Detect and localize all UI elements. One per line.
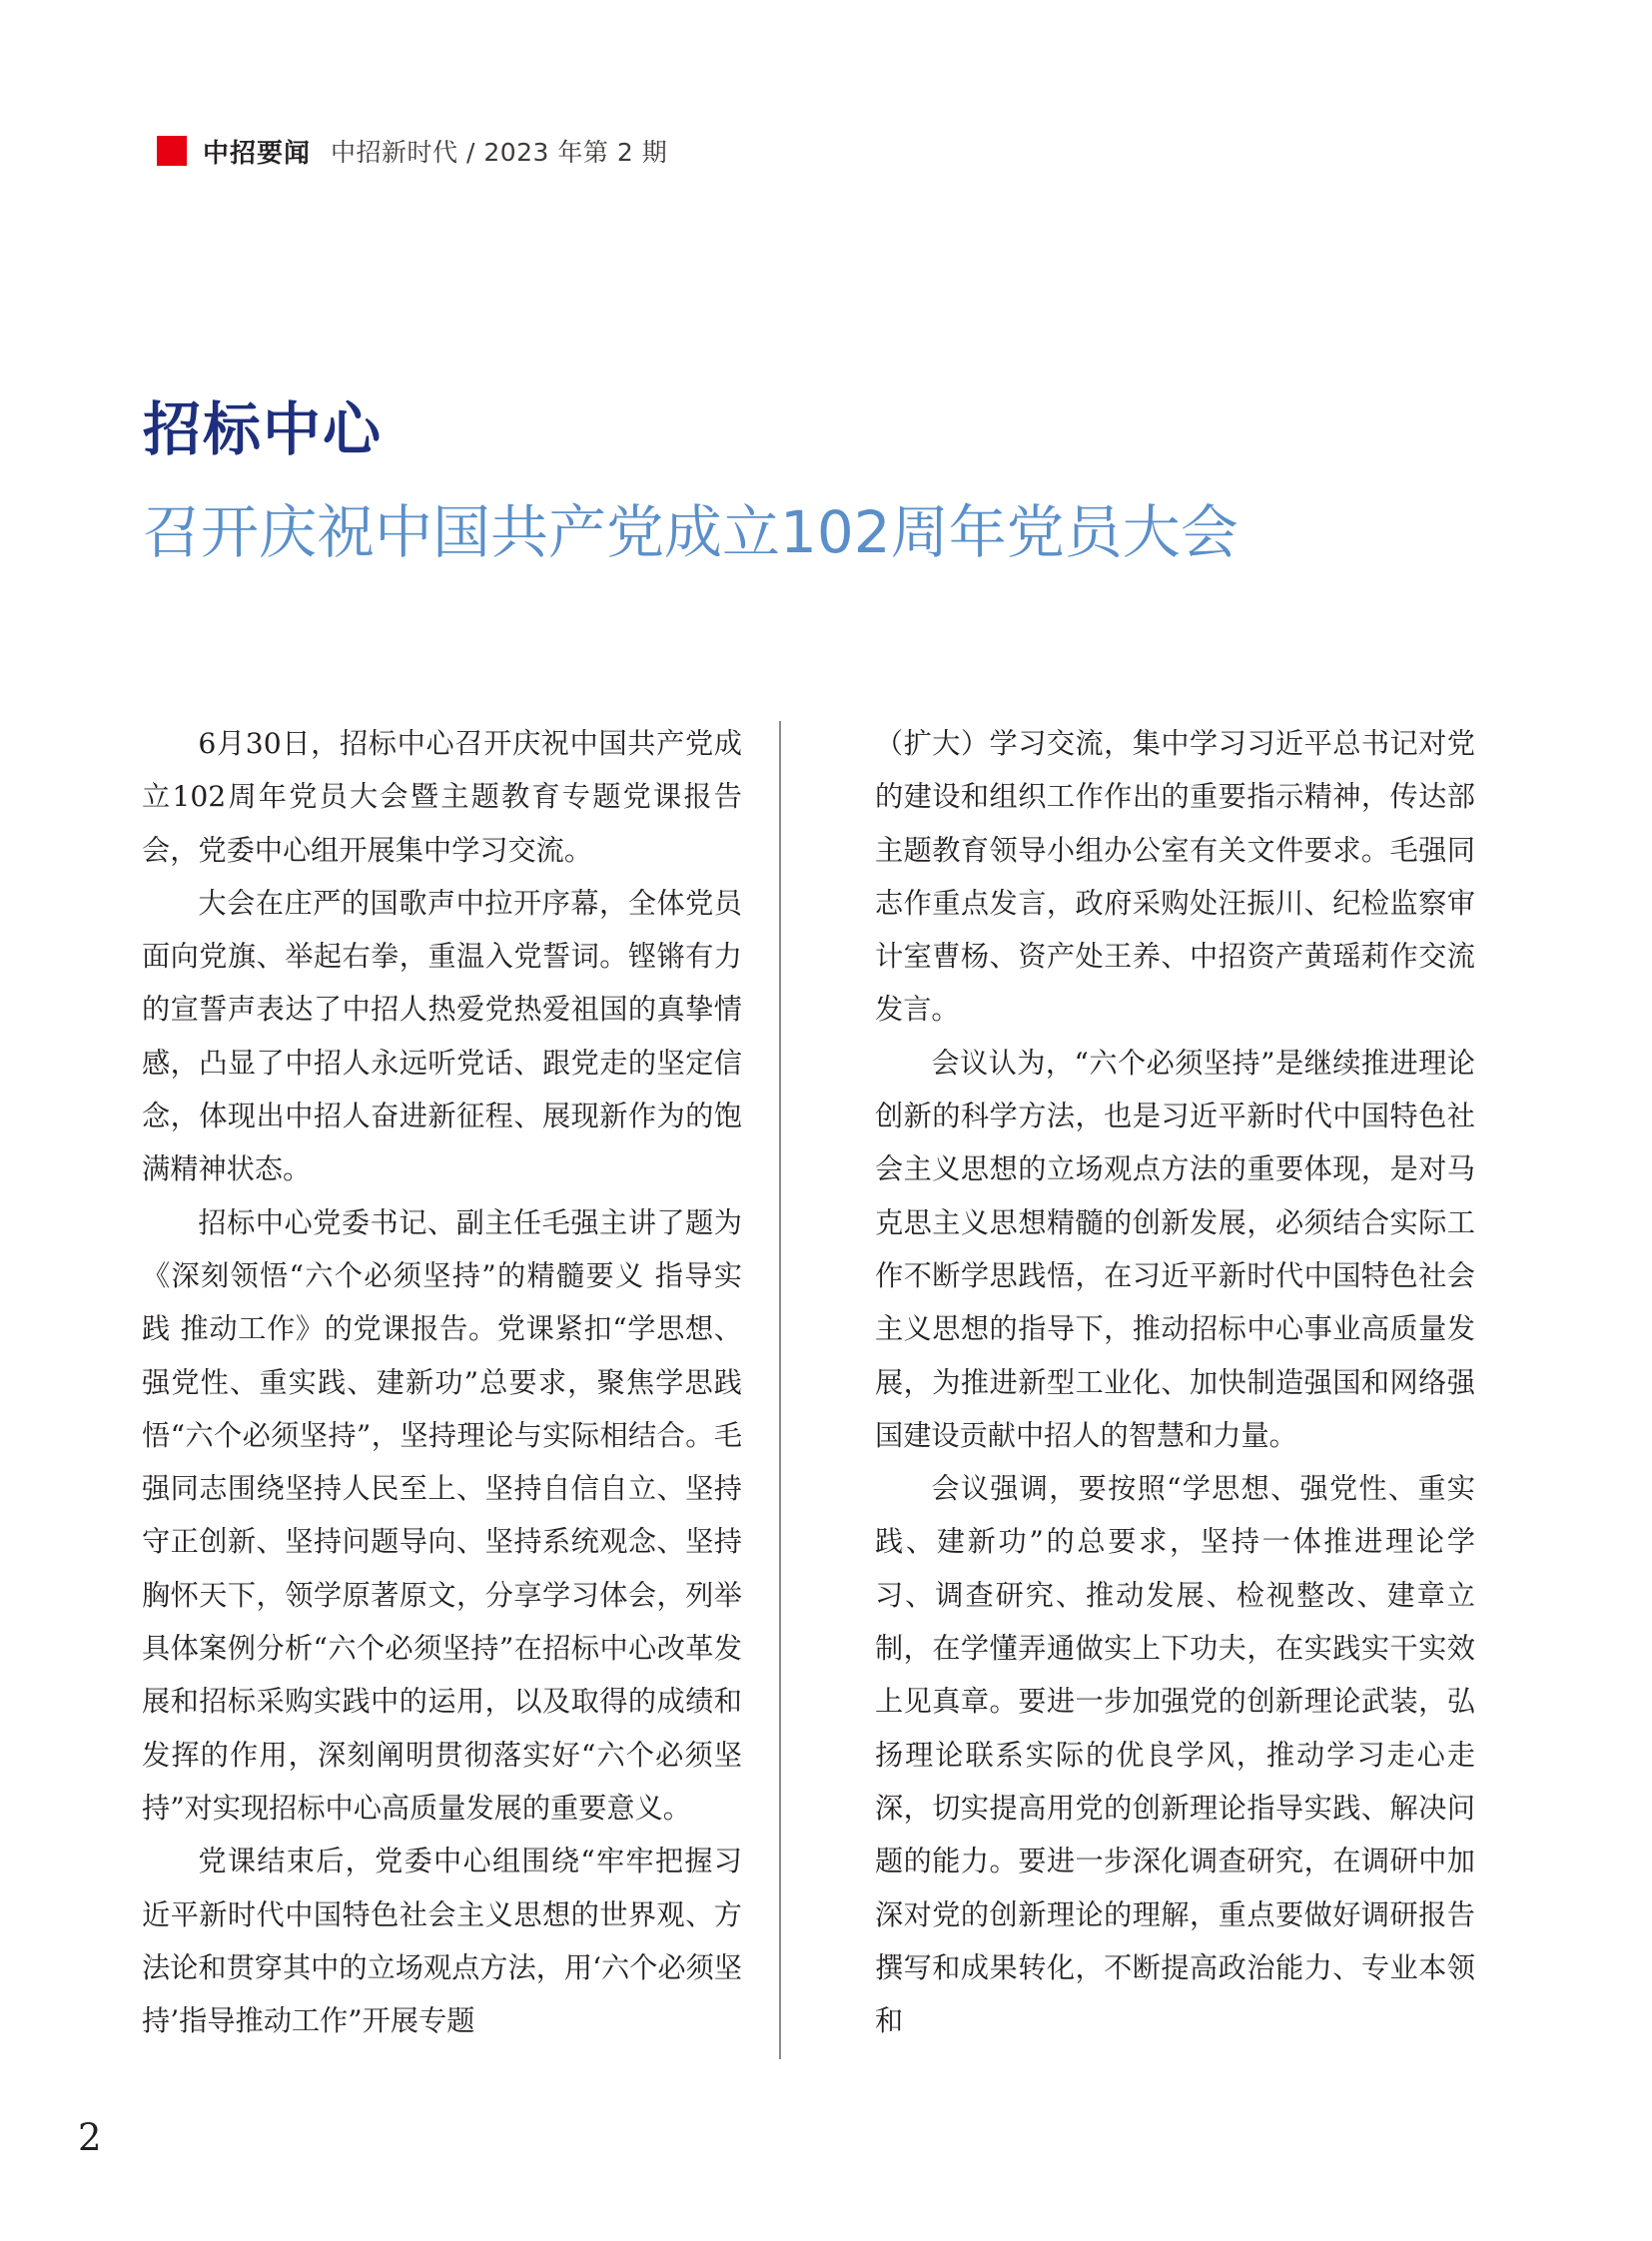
page-number: 2	[78, 2116, 102, 2159]
paragraph: 大会在庄严的国歌声中拉开序幕，全体党员面向党旗、举起右拳，重温入党誓词。铿锵有力的宣誓声表达了中招人热爱党热爱祖国的真挚情感，凸显了中招人永远听党话、跟党走的坚定信念，体现出中招人奋进新征程、展现新作为的饱满精神状态。	[142, 886, 742, 1186]
section-label: 中招要闻	[203, 138, 312, 169]
paragraph: 会议强调，要按照“学思想、强党性、重实践、建新功”的总要求，坚持一体推进理论学习、调查研究、推动发展、检视整改、建章立制，在学懂弄通做实上下功夫，在实践实干实效上见真章。要进一步加强党的创新理论武装，弘扬理论联系实际的优良学风，推动学习走心走深，切实提高用党的创新理论指导实践、解决问题的能力。要进一步深化调查研究，在调研中加深对党的创新理论的理解，重点要做好调研报告撰写和成果转化，不断提高政治能力、专业本领和	[875, 1472, 1475, 2038]
paragraph: 招标中心党委书记、副主任毛强主讲了题为《深刻领悟“六个必须坚持”的精髓要义 指导实践 推动工作》的党课报告。党课紧扣“学思想、强党性、重实践、建新功”总要求，聚焦学思践悟“六个必须坚持”，坚持理论与实际相结合。毛强同志围绕坚持人民至上、坚持自信自立、坚持守正创新、坚持问题导向、坚持系统观念、坚持胸怀天下，领学原著原文，分享学习体会，列举具体案例分析“六个必须坚持”在招标中心改革发展和招标采购实践中的运用，以及取得的成绩和发挥的作用，深刻阐明贯彻落实好“六个必须坚持”对实现招标中心高质量发展的重要意义。	[142, 1205, 742, 1825]
running-header	[157, 134, 667, 168]
article-title: 招标中心	[143, 395, 384, 463]
column-divider	[779, 721, 781, 2059]
issue-label: 中招新时代 / 2023 年第 2 期	[331, 138, 668, 167]
left-column	[142, 717, 742, 2047]
paragraph: 党课结束后，党委中心组围绕“牢牢把握习近平新时代中国特色社会主义思想的世界观、方法论和贯穿其中的立场观点方法，用‘六个必须坚持’指导推动工作”开展专题	[142, 1845, 742, 2038]
section-marker-icon	[157, 136, 187, 166]
paragraph-continuation: （扩大）学习交流，集中学习习近平总书记对党的建设和组织工作作出的重要指示精神，传达部主题教育领导小组办公室有关文件要求。毛强同志作重点发言，政府采购处汪振川、纪检监察审计室曹杨、资产处王养、中招资产黄瑶莉作交流发言。	[875, 727, 1475, 1027]
article-subtitle: 召开庆祝中国共产党成立102周年党员大会	[143, 498, 1239, 566]
paragraph: 会议认为，“六个必须坚持”是继续推进理论创新的科学方法，也是习近平新时代中国特色社会主义思想的立场观点方法的重要体现，是对马克思主义思想精髓的创新发展，必须结合实际工作不断学思践悟，在习近平新时代中国特色社会主义思想的指导下，推动招标中心事业高质量发展，为推进新型工业化、加快制造强国和网络强国建设贡献中招人的智慧和力量。	[875, 1046, 1475, 1452]
right-column	[875, 717, 1475, 2047]
paragraph: 6月30日，招标中心召开庆祝中国共产党成立102周年党员大会暨主题教育专题党课报告会，党委中心组开展集中学习交流。	[142, 727, 742, 867]
